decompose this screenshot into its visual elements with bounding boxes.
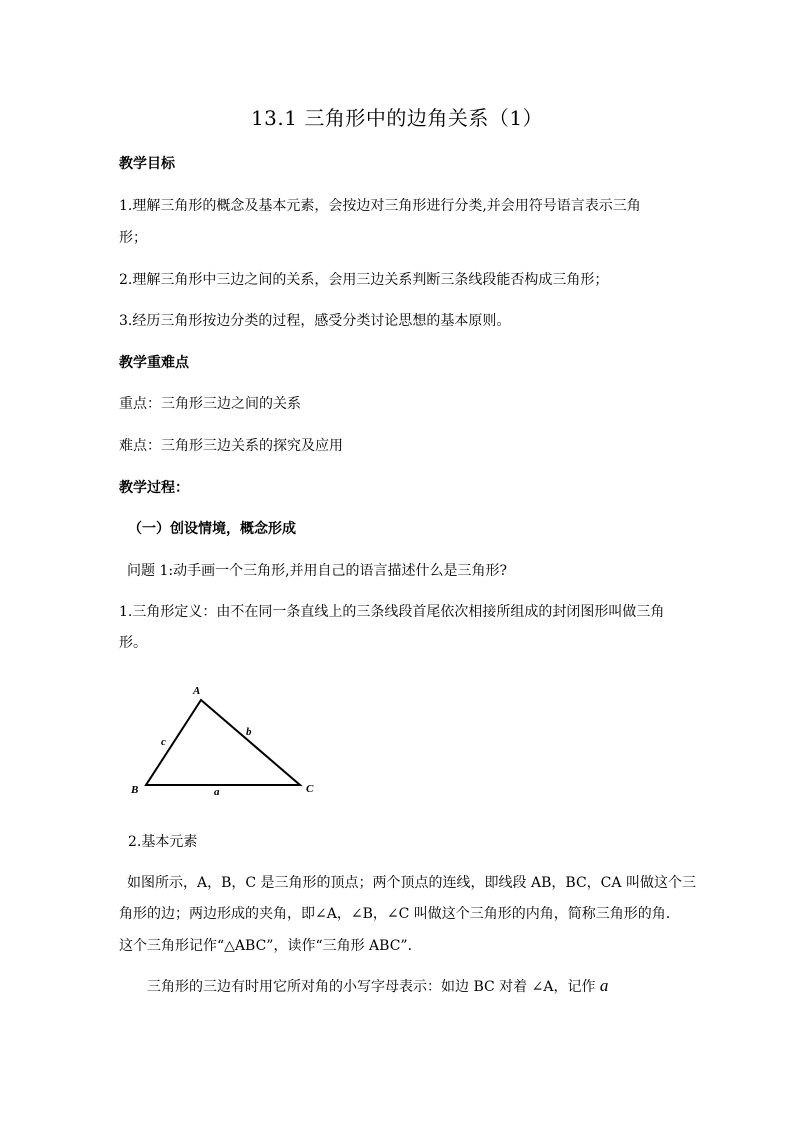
triangle-shape [146,700,300,785]
side-label-a: a [214,786,220,798]
side-label-b: b [246,726,252,738]
goal-1-line-1: 1.理解三角形的概念及基本元素，会按边对三角形进行分类,并会用符号语言表示三角 [119,198,641,214]
key-point-difficulty: 难点：三角形三边关系的探究及应用 [119,438,343,454]
definition-line-2: 形。 [119,635,147,651]
elements-para-line-1: 如图所示，A，B，C 是三角形的顶点；两个顶点的连线，即线段 AB，BC，CA 叫做这个三 [127,875,696,891]
elements-para-line-2: 角形的边；两边形成的夹角，即∠A，∠B，∠C 叫做这个三角形的内角，简称三角形的角. [119,906,671,922]
teaching-goals-heading: 教学目标 [119,156,175,172]
vertex-label-c: C [306,783,314,795]
teaching-process-heading: 教学过程： [119,480,189,496]
basic-elements-heading: 2.基本元素 [128,834,198,850]
key-points-heading: 教学重难点 [119,355,189,371]
vertex-label-b: B [131,784,139,796]
vertex-label-a: A [193,685,201,697]
notation-text: 三角形的三边有时用它所对角的小写字母表示：如边 BC 对着 ∠A，记作 [147,979,596,995]
elements-para-line-3: 这个三角形记作“△ABC”，读作“三角形 ABC”． [119,938,422,954]
side-label-c: c [161,736,166,748]
key-point-focus: 重点：三角形三边之间的关系 [119,396,301,412]
definition-line-1: 1.三角形定义：由不在同一条直线上的三条线段首尾依次相接所组成的封闭图形叫做三角 [119,604,665,620]
goal-2: 2.理解三角形中三边之间的关系，会用三边关系判断三条线段能否构成三角形； [119,272,609,288]
goal-3: 3.经历三角形按边分类的过程，感受分类讨论思想的基本原则。 [119,313,511,329]
triangle-figure [120,672,330,802]
goal-1-line-2: 形； [119,230,147,246]
notation-variable: a [599,976,609,995]
notation-paragraph [147,976,707,997]
section-1-heading: （一）创设情境，概念形成 [128,521,296,537]
question-1: 问题 1:动手画一个三角形,并用自己的语言描述什么是三角形? [127,563,508,579]
page-title: 13.1 三角形中的边角关系（1） [250,106,544,130]
